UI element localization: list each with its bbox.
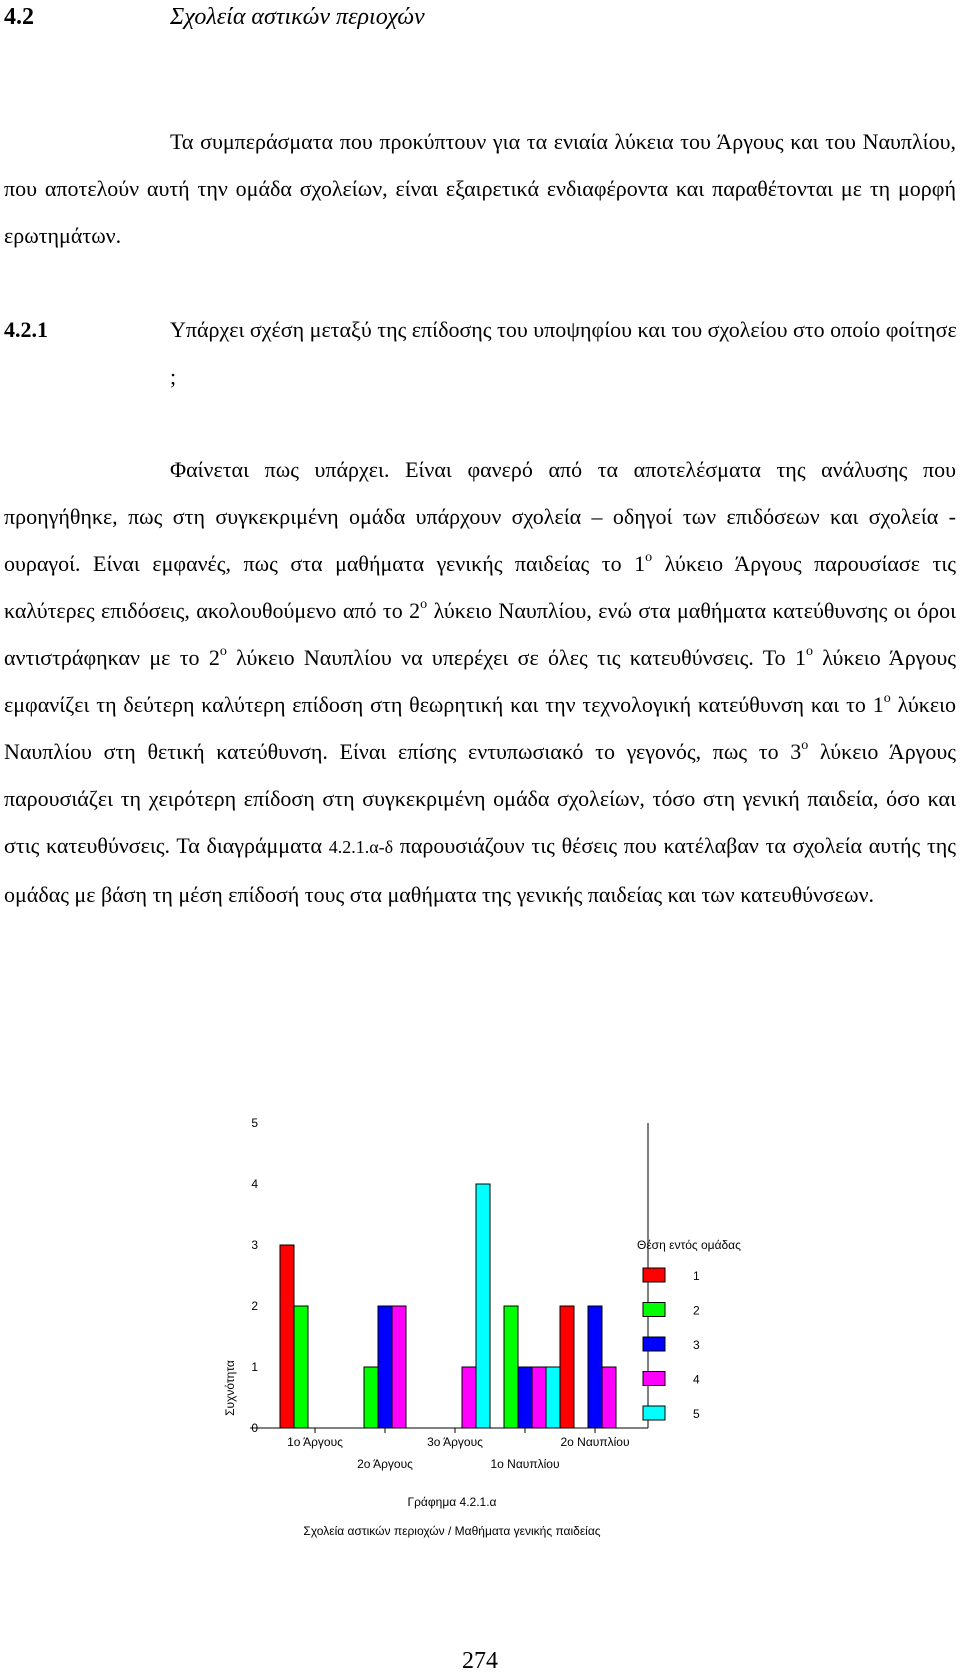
x-tick-label: 2ο Άργους xyxy=(357,1457,413,1471)
bar xyxy=(392,1306,406,1428)
legend xyxy=(643,1268,700,1421)
legend-swatch xyxy=(643,1372,665,1386)
bar xyxy=(602,1367,616,1428)
legend-label: 2 xyxy=(693,1303,700,1318)
section-title: Σχολεία αστικών περιοχών xyxy=(170,4,425,30)
y-tick-label: 5 xyxy=(251,1116,258,1130)
bar xyxy=(532,1367,546,1428)
body-text-8: παρουσιάζουν τις θέσεις που κατέλαβαν τα σχολεία αυτής της ομάδας με βάση τη μέση επίδοσή τους στα μαθήματα της γενικής παιδείας και των κατευθύνσεων. xyxy=(4,833,957,907)
bar xyxy=(560,1306,574,1428)
ordinal-sup: ο xyxy=(805,644,813,659)
bar xyxy=(280,1245,294,1428)
legend-swatch xyxy=(643,1303,665,1317)
bar xyxy=(378,1306,392,1428)
ordinal-sup: ο xyxy=(219,644,227,659)
body-text-5: λύκειο Άργους εμφανίζει τη δεύτερη καλύτερη επίδοση στη θεωρητική και την τεχνολογική κατεύθυνση και το 1 xyxy=(4,645,957,717)
x-axis xyxy=(287,1428,629,1471)
diagram-reference: 4.2.1.α-δ xyxy=(328,837,394,857)
subsection-question: Υπάρχει σχέση μεταξύ της επίδοσης του υποψηφίου και του σχολείου στο οποίο φοίτησε ; xyxy=(170,317,957,389)
legend-title: Θέση εντός ομάδας xyxy=(637,1238,741,1252)
ordinal-sup: ο xyxy=(645,550,653,565)
bar xyxy=(294,1306,308,1428)
body-text-6: λύκειο Ναυπλίου στη θετική κατεύθυνση. Είναι επίσης εντυπωσιακό το γεγονός, πως το 3 xyxy=(4,692,956,764)
bars-group xyxy=(280,1184,616,1428)
y-tick-label: 1 xyxy=(251,1360,258,1374)
bar xyxy=(518,1367,532,1428)
x-tick-label: 1ο Ναυπλίου xyxy=(490,1457,560,1471)
legend-label: 1 xyxy=(693,1269,700,1283)
x-tick-label: 1ο Άργους xyxy=(287,1435,343,1449)
chart-caption-text: Σχολεία αστικών περιοχών / Μαθήματα γενικής παιδείας xyxy=(303,1524,601,1538)
y-axis xyxy=(251,1116,258,1435)
body-text-7: λύκειο Άργους παρουσιάζει τη χειρότερη επίδοση στη συγκεκριμένη ομάδα σχολείων, τόσο στη γενική παιδεία, όσο και στις κατευθύνσεις. Τα διαγράμματα xyxy=(4,739,957,858)
ordinal-sup: ο xyxy=(801,738,809,753)
legend-label: 4 xyxy=(693,1372,700,1387)
ordinal-sup: ο xyxy=(883,691,891,706)
y-axis-label: Συχνότητα xyxy=(223,1360,237,1416)
page-number: 274 xyxy=(462,1648,498,1674)
section-number: 4.2 xyxy=(4,4,34,30)
legend-label: 5 xyxy=(693,1407,700,1421)
subsection-number: 4.2.1 xyxy=(4,317,48,342)
y-tick-label: 0 xyxy=(251,1421,258,1435)
bar xyxy=(462,1367,476,1428)
y-tick-label: 2 xyxy=(251,1299,258,1313)
body-text-1: Φαίνεται πως υπάρχει. Είναι φανερό από τα αποτελέσματα της ανάλυσης που προηγήθηκε, πως στη συγκεκριμένη ομάδα υπάρχουν σχολεία – οδηγοί των επιδόσεων και σχολεία - ουραγοί. Είναι εμφανές, πως στα μαθήματα γενικής παιδείας το 1 xyxy=(4,457,956,576)
intro-text: Τα συμπεράσματα που προκύπτουν για τα ενιαία λύκεια του Άργους και του Ναυπλίου, που αποτελούν αυτή την ομάδα σχολείων, είναι εξαιρετικά ενδιαφέροντα και παραθέτονται με τη μορφή ερωτημάτων. xyxy=(4,129,956,248)
legend-swatch xyxy=(643,1406,665,1420)
body-text-3: λύκειο Ναυπλίου, ενώ στα μαθήματα κατεύθυνσης οι όροι αντιστράφηκαν με το 2 xyxy=(4,598,956,670)
legend-swatch xyxy=(643,1337,665,1351)
y-tick-label: 4 xyxy=(251,1177,258,1191)
bar xyxy=(546,1367,560,1428)
x-tick-label: 3ο Άργους xyxy=(427,1435,483,1449)
bar xyxy=(364,1367,378,1428)
x-tick-label: 2ο Ναυπλίου xyxy=(560,1435,630,1449)
legend-swatch xyxy=(643,1268,665,1282)
bar xyxy=(588,1306,602,1428)
bar xyxy=(476,1184,490,1428)
body-text-2: λύκειο Άργους παρουσίασε τις καλύτερες επιδόσεις, ακολουθούμενο από το 2 xyxy=(4,551,956,623)
chart-caption-number: Γράφημα 4.2.1.α xyxy=(407,1495,497,1509)
bar xyxy=(504,1306,518,1428)
ordinal-sup: ο xyxy=(420,597,428,612)
legend-label: 3 xyxy=(693,1338,700,1352)
body-text-4: λύκειο Ναυπλίου να υπερέχει σε όλες τις κατευθύνσεις. Το 1 xyxy=(226,645,806,670)
y-tick-label: 3 xyxy=(251,1238,258,1252)
